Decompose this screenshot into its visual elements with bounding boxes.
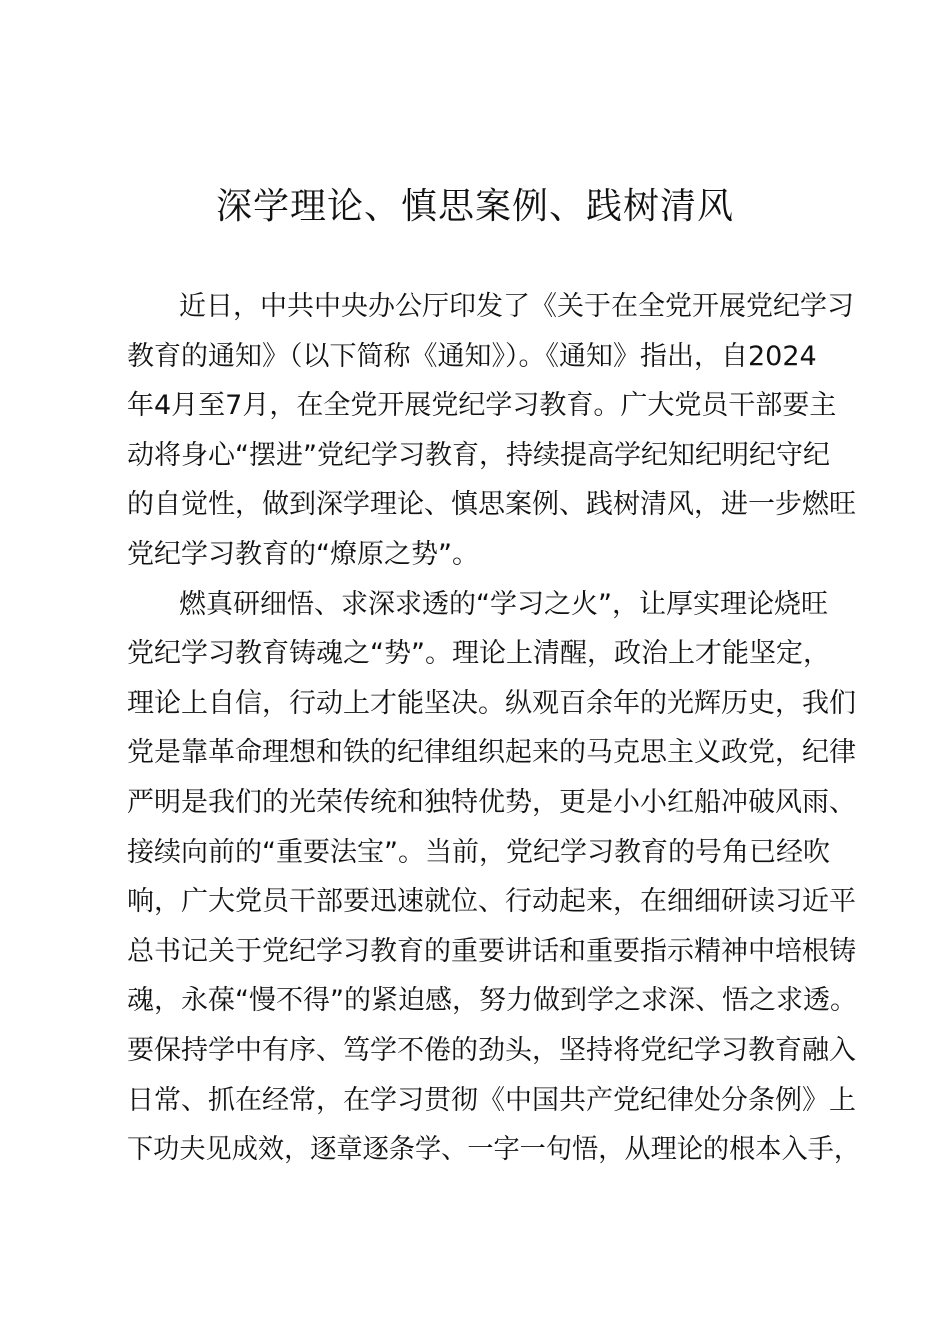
paragraph-line: 教育的通知》（以下简称《通知》）。《通知》指出，自2024 xyxy=(127,341,817,372)
paragraph-line: 年4月至7月，在全党开展党纪学习教育。广大党员干部要主 xyxy=(127,390,837,421)
paragraph-line: 燃真研细悟、求深求透的“学习之火”，让厚实理论烧旺 xyxy=(179,589,828,620)
paragraph-line: 的自觉性，做到深学理论、慎思案例、践树清风，进一步燃旺 xyxy=(127,489,856,520)
paragraph-line: 党是靠革命理想和铁的纪律组织起来的马克思主义政党，纪律 xyxy=(127,737,856,768)
paragraph-line: 理论上自信，行动上才能坚决。纵观百余年的光辉历史，我们 xyxy=(127,688,856,719)
paragraph-line: 党纪学习教育的“燎原之势”。 xyxy=(127,539,479,570)
paragraph-line: 响，广大党员干部要迅速就位、行动起来，在细细研读习近平 xyxy=(127,886,856,917)
paragraph-line: 总书记关于党纪学习教育的重要讲话和重要指示精神中培根铸 xyxy=(127,936,856,967)
paragraph-line: 魂，永葆“慢不得”的紧迫感，努力做到学之求深、悟之求透。 xyxy=(127,985,857,1016)
paragraph-line: 党纪学习教育铸魂之“势”。理论上清醒，政治上才能坚定， xyxy=(127,638,830,669)
paragraph-line: 接续向前的“重要法宝”。当前，党纪学习教育的号角已经吹 xyxy=(127,837,830,868)
paragraph-line: 日常、抓在经常，在学习贯彻《中国共产党纪律处分条例》上 xyxy=(127,1085,856,1116)
paragraph-line: 要保持学中有序、笃学不倦的劲头，坚持将党纪学习教育融入 xyxy=(127,1035,856,1066)
paragraph-line: 近日，中共中央办公厅印发了《关于在全党开展党纪学习 xyxy=(179,291,854,322)
paragraph-line: 严明是我们的光荣传统和独特优势，更是小小红船冲破风雨、 xyxy=(127,787,856,818)
paragraph-line: 下功夫见成效，逐章逐条学、一字一句悟，从理论的根本入手， xyxy=(127,1134,860,1165)
document-title: 深学理论、慎思案例、践树清风 xyxy=(215,186,734,227)
paragraph-line: 动将身心“摆进”党纪学习教育，持续提高学纪知纪明纪守纪 xyxy=(127,440,830,471)
